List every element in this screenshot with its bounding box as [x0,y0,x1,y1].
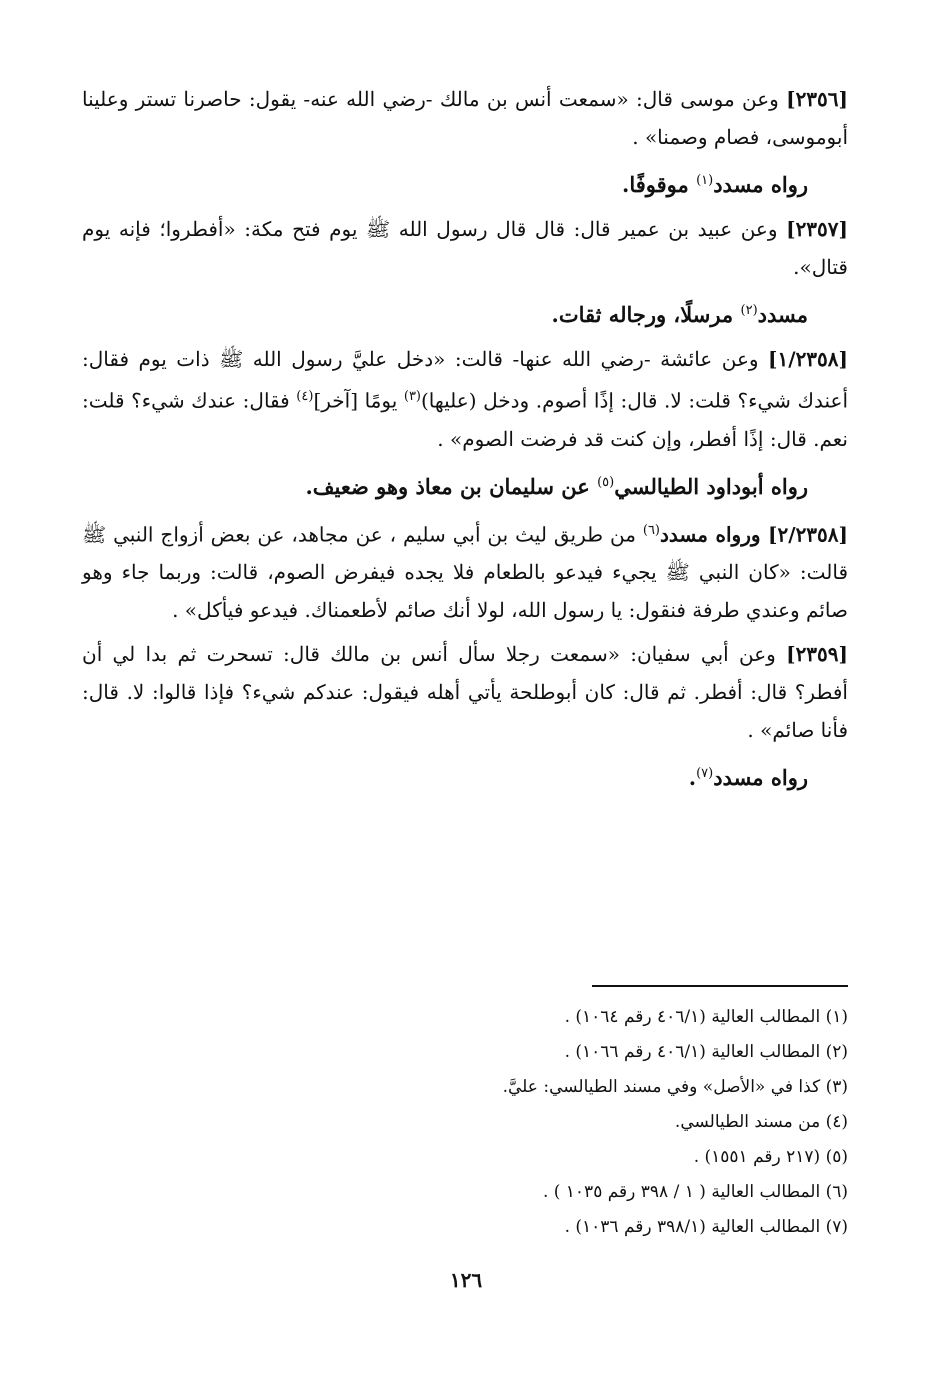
footnote-ref: (٦) [642,522,660,538]
hadith-text: فقال: عندك شيء؟ قلت: نعم. قال: إذًا أفطر، وإن كنت قد فرضت الصوم» . [82,388,848,451]
footnote-item: (٣) كذا في «الأصل» وفي مسند الطيالسي: عليَّ. [502,1077,848,1097]
hadith-text: يومًا [آخر] [313,388,404,413]
hadith-2357 [82,210,848,286]
narration-lead: ورواه مسدد [660,522,769,547]
hadith-text: من طريق ليث بن أبي سليم ، عن مجاهد، عن بعض أزواج النبي ﷺ قالت: «كان النبي ﷺ يجيء فيدعو بالطعام فلا يجده فيفرض الصوم، قالت: وربما جاء وهو صائم وعندي طرفة فنقول: يا رسول الله، لولا أنك صائم لأطعمناك. فيدعو فيأكل» . [82,522,848,623]
footnote-item: (١) المطالب العالية (٤٠٦/١ رقم ١٠٦٤) . [564,1007,848,1027]
narration-lead: رواه أبوداود الطيالسي [614,473,808,499]
hadith-number: [٢٣٥٦] [786,87,848,111]
hadith-number: [٢/٢٣٥٨] [768,522,848,547]
hadith-text: وعن موسى قال: «سمعت أنس بن مالك -رضي الله عنه- يقول: حاصرنا تستر وعلينا أبوموسى، فصام وصمنا» . [82,87,848,149]
narration-tail: موقوفًا. [622,172,697,197]
footnote-item: (٥) (٢١٧ رقم ١٥٥١) . [693,1147,848,1167]
hadith-number: [٢٣٥٩] [786,642,848,667]
narration-lead: رواه مسدد [713,172,808,197]
footnotes-list [82,1000,848,1245]
narration-note [82,162,848,204]
narration-note [82,292,848,334]
hadith-text: وعن عائشة -رضي الله عنها- قالت: «دخل عليَّ رسول الله ﷺ ذات يوم فقال: أعندك شيء؟ قلت: لا. قال: إذًا أصوم. ودخل (عليها) [82,347,848,413]
hadith-2358-1 [82,340,848,458]
footnote-ref: (٤) [296,389,314,404]
footnote-item: (٢) المطالب العالية (٤٠٦/١ رقم ١٠٦٦) . [564,1042,848,1062]
footnote-item: (٦) المطالب العالية ( ١ / ٣٩٨ رقم ١٠٣٥ ) . [542,1182,848,1202]
footnote-ref: (٢) [740,303,758,318]
main-text [82,80,848,803]
footnote-item: (٧) المطالب العالية (٣٩٨/١ رقم ١٠٣٦) . [564,1217,848,1237]
hadith-number: [١/٢٣٥٨] [768,347,848,371]
narration-tail: عن سليمان بن معاذ وهو ضعيف. [305,473,598,499]
hadith-number: [٢٣٥٧] [786,217,848,241]
narration-note [82,464,848,506]
hadith-2358-2 [82,512,848,630]
page-number: ١٢٦ [449,1268,483,1292]
footnote-item: (٤) من مسند الطيالسي. [674,1112,848,1132]
footnote-ref: (٧) [696,766,714,782]
hadith-2359 [82,635,848,749]
hadith-text: وعن أبي سفيان: «سمعت رجلا سأل أنس بن مالك قال: تسحرت ثم بدا لي أن أفطر؟ قال: أفطر. ثم قال: كان أبوطلحة يأتي أهله فيقول: عندكم شيء؟ فإذا قالوا: لا. قال: فأنا صائم» . [82,642,848,743]
hadith-text: وعن عبيد بن عمير قال: قال قال رسول الله ﷺ يوم فتح مكة: «أفطروا؛ فإنه يوم قتال». [82,217,848,279]
narration-note [82,755,848,797]
narration-lead: رواه مسدد [713,765,808,791]
footnote-ref: (١) [696,173,714,188]
narration-tail: مرسلًا، ورجاله ثقات. [551,302,741,327]
hadith-2356 [82,80,848,156]
narration-lead: مسدد [757,302,808,327]
footnote-ref: (٥) [597,474,615,490]
narration-tail: . [688,765,697,791]
footnote-ref: (٣) [403,389,421,404]
footnote-separator [592,985,848,987]
